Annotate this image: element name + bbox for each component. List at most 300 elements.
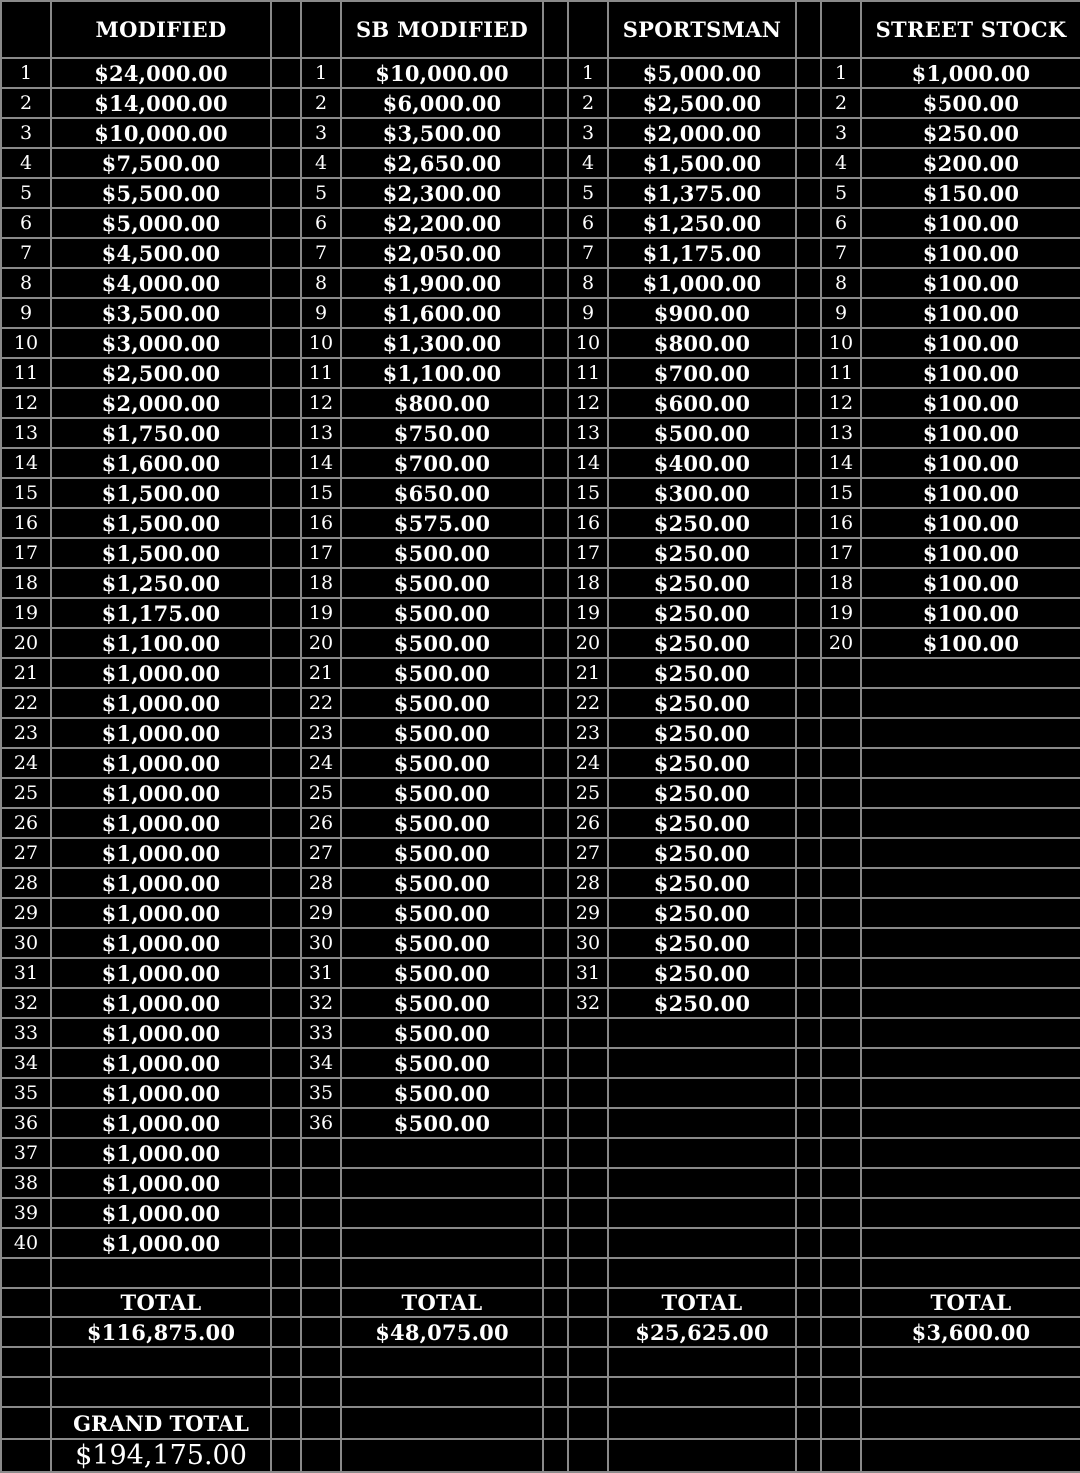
empty-cell: [796, 1288, 821, 1317]
sportsman-position: 4: [568, 148, 608, 178]
empty-cell: [861, 898, 1080, 928]
modified-payout: $5,500.00: [51, 178, 271, 208]
empty-cell: [1, 1347, 51, 1377]
sb-modified-position: 26: [301, 808, 341, 838]
modified-position: 4: [1, 148, 51, 178]
empty-cell: [861, 1048, 1080, 1078]
empty-cell: [861, 718, 1080, 748]
sb-modified-position: 36: [301, 1108, 341, 1138]
empty-cell: [861, 1198, 1080, 1228]
sportsman-payout: $5,000.00: [608, 58, 796, 88]
empty-cell: [568, 1138, 608, 1168]
empty-cell: [543, 1347, 568, 1377]
sportsman-position: 16: [568, 508, 608, 538]
sportsman-position: 7: [568, 238, 608, 268]
empty-cell: [861, 868, 1080, 898]
empty-cell: [568, 1048, 608, 1078]
sb-modified-position: 4: [301, 148, 341, 178]
empty-cell: [861, 1078, 1080, 1108]
column-spacer: [271, 418, 301, 448]
grand-total-label: GRAND TOTAL: [51, 1407, 271, 1439]
empty-cell: [796, 1407, 821, 1439]
empty-cell: [608, 1377, 796, 1407]
sb-modified-total-label: TOTAL: [341, 1288, 543, 1317]
sportsman-position: 1: [568, 58, 608, 88]
column-spacer: [271, 1198, 301, 1228]
sportsman-payout: $700.00: [608, 358, 796, 388]
sb-modified-payout: $1,300.00: [341, 328, 543, 358]
empty-cell: [568, 1108, 608, 1138]
empty-cell: [568, 1288, 608, 1317]
empty-cell: [796, 1347, 821, 1377]
modified-payout: $1,000.00: [51, 1228, 271, 1258]
column-spacer: [543, 658, 568, 688]
street-stock-position: 6: [821, 208, 861, 238]
table-row: [1, 478, 1080, 508]
column-spacer: [796, 688, 821, 718]
modified-payout: $1,250.00: [51, 568, 271, 598]
header-corner-cell: [301, 1, 341, 58]
column-spacer: [543, 1, 568, 58]
table-row: [1, 958, 1080, 988]
sportsman-payout: $800.00: [608, 328, 796, 358]
modified-payout: $1,000.00: [51, 1138, 271, 1168]
empty-cell: [1, 1407, 51, 1439]
sb-modified-payout: $500.00: [341, 808, 543, 838]
empty-cell: [543, 1407, 568, 1439]
column-spacer: [543, 478, 568, 508]
sb-modified-position: 12: [301, 388, 341, 418]
sb-modified-total: $48,075.00: [341, 1317, 543, 1347]
sb-modified-position: 21: [301, 658, 341, 688]
empty-cell: [821, 928, 861, 958]
empty-cell: [861, 658, 1080, 688]
modified-position: 7: [1, 238, 51, 268]
sb-modified-position: 9: [301, 298, 341, 328]
column-spacer: [543, 988, 568, 1018]
sb-modified-payout: $2,200.00: [341, 208, 543, 238]
empty-cell: [341, 1347, 543, 1377]
column-spacer: [543, 508, 568, 538]
sportsman-payout: $400.00: [608, 448, 796, 478]
modified-position: 5: [1, 178, 51, 208]
empty-cell: [608, 1018, 796, 1048]
sportsman-position: 20: [568, 628, 608, 658]
modified-position: 21: [1, 658, 51, 688]
sportsman-payout: $250.00: [608, 658, 796, 688]
street-stock-position: 12: [821, 388, 861, 418]
modified-payout: $1,000.00: [51, 1048, 271, 1078]
empty-cell: [861, 838, 1080, 868]
empty-cell: [1, 1258, 51, 1288]
table-row: [1, 448, 1080, 478]
modified-payout: $2,500.00: [51, 358, 271, 388]
modified-payout: $1,000.00: [51, 988, 271, 1018]
modified-payout: $24,000.00: [51, 58, 271, 88]
sb-modified-position: 25: [301, 778, 341, 808]
sb-modified-payout: $500.00: [341, 688, 543, 718]
column-spacer: [543, 358, 568, 388]
table-row: [1, 88, 1080, 118]
sportsman-payout: $600.00: [608, 388, 796, 418]
empty-cell: [301, 1407, 341, 1439]
column-spacer: [543, 718, 568, 748]
column-spacer: [796, 538, 821, 568]
sb-modified-position: 13: [301, 418, 341, 448]
column-spacer: [271, 628, 301, 658]
column-spacer: [271, 838, 301, 868]
empty-cell: [821, 688, 861, 718]
column-spacer: [271, 598, 301, 628]
street-stock-payout: $250.00: [861, 118, 1080, 148]
street-stock-payout: $100.00: [861, 448, 1080, 478]
modified-payout: $1,750.00: [51, 418, 271, 448]
street-stock-position: 11: [821, 358, 861, 388]
modified-position: 10: [1, 328, 51, 358]
column-spacer: [543, 148, 568, 178]
column-spacer: [543, 1078, 568, 1108]
modified-position: 22: [1, 688, 51, 718]
street-stock-position: 13: [821, 418, 861, 448]
modified-position: 15: [1, 478, 51, 508]
column-spacer: [271, 1078, 301, 1108]
empty-cell: [861, 1439, 1080, 1472]
column-spacer: [271, 898, 301, 928]
column-spacer: [543, 568, 568, 598]
table-row: [1, 1138, 1080, 1168]
sb-modified-payout: $500.00: [341, 658, 543, 688]
column-spacer: [796, 958, 821, 988]
column-spacer: [796, 1, 821, 58]
table-row: [1, 838, 1080, 868]
table-row: [1, 508, 1080, 538]
column-spacer: [796, 118, 821, 148]
column-spacer: [543, 838, 568, 868]
empty-cell: [301, 1258, 341, 1288]
empty-cell: [796, 1439, 821, 1472]
modified-payout: $4,000.00: [51, 268, 271, 298]
column-spacer: [796, 718, 821, 748]
street-stock-position: 14: [821, 448, 861, 478]
sportsman-payout: $250.00: [608, 538, 796, 568]
empty-cell: [341, 1377, 543, 1407]
modified-payout: $1,000.00: [51, 688, 271, 718]
sportsman-payout: $2,500.00: [608, 88, 796, 118]
column-spacer: [271, 478, 301, 508]
table-row: [1, 538, 1080, 568]
column-spacer: [543, 238, 568, 268]
column-spacer: [271, 118, 301, 148]
modified-payout: $2,000.00: [51, 388, 271, 418]
empty-cell: [341, 1168, 543, 1198]
column-spacer: [796, 268, 821, 298]
street-stock-position: 20: [821, 628, 861, 658]
header-corner-cell: [1, 1, 51, 58]
empty-cell: [301, 1288, 341, 1317]
modified-position: 20: [1, 628, 51, 658]
sb-modified-position: 30: [301, 928, 341, 958]
column-spacer: [796, 568, 821, 598]
modified-payout: $1,000.00: [51, 808, 271, 838]
table-row: [1, 58, 1080, 88]
modified-payout: $1,000.00: [51, 1168, 271, 1198]
street-stock-payout: $100.00: [861, 418, 1080, 448]
sb-modified-payout: $500.00: [341, 1078, 543, 1108]
empty-cell: [821, 748, 861, 778]
column-spacer: [271, 148, 301, 178]
empty-cell: [796, 1258, 821, 1288]
column-spacer: [796, 628, 821, 658]
modified-total: $116,875.00: [51, 1317, 271, 1347]
table-row: [1, 718, 1080, 748]
column-spacer: [796, 928, 821, 958]
empty-cell: [1, 1288, 51, 1317]
modified-payout: $1,000.00: [51, 928, 271, 958]
table-row: [1, 388, 1080, 418]
column-spacer: [271, 448, 301, 478]
sportsman-payout: $250.00: [608, 718, 796, 748]
column-spacer: [271, 748, 301, 778]
sb-modified-position: 6: [301, 208, 341, 238]
column-spacer: [271, 58, 301, 88]
modified-position: 14: [1, 448, 51, 478]
modified-position: 29: [1, 898, 51, 928]
sb-modified-payout: $500.00: [341, 898, 543, 928]
street-stock-payout: $500.00: [861, 88, 1080, 118]
column-spacer: [543, 58, 568, 88]
column-spacer: [271, 568, 301, 598]
empty-cell: [861, 1018, 1080, 1048]
empty-cell: [821, 1048, 861, 1078]
table-row: [1, 568, 1080, 598]
street-stock-position: 16: [821, 508, 861, 538]
empty-cell: [341, 1228, 543, 1258]
total-value-row: [1, 1317, 1080, 1347]
sportsman-payout: $250.00: [608, 988, 796, 1018]
sb-modified-position: 33: [301, 1018, 341, 1048]
sb-modified-payout: $500.00: [341, 538, 543, 568]
column-spacer: [271, 778, 301, 808]
empty-cell: [796, 1377, 821, 1407]
empty-cell: [271, 1288, 301, 1317]
grand-total-label-row: [1, 1407, 1080, 1439]
table-row: [1, 418, 1080, 448]
sportsman-position: 14: [568, 448, 608, 478]
table-row: [1, 238, 1080, 268]
sb-modified-payout: $6,000.00: [341, 88, 543, 118]
column-spacer: [271, 178, 301, 208]
table-row: [1, 988, 1080, 1018]
sb-modified-payout: $500.00: [341, 1108, 543, 1138]
sportsman-position: 24: [568, 748, 608, 778]
modified-payout: $1,000.00: [51, 1078, 271, 1108]
empty-cell: [568, 1168, 608, 1198]
modified-position: 30: [1, 928, 51, 958]
sportsman-position: 27: [568, 838, 608, 868]
sportsman-position: 29: [568, 898, 608, 928]
modified-position: 3: [1, 118, 51, 148]
column-spacer: [796, 418, 821, 448]
column-spacer: [543, 1018, 568, 1048]
modified-payout: $3,000.00: [51, 328, 271, 358]
sb-modified-payout: $1,100.00: [341, 358, 543, 388]
sportsman-position: 15: [568, 478, 608, 508]
empty-cell: [861, 748, 1080, 778]
sb-modified-position: 29: [301, 898, 341, 928]
street-stock-total: $3,600.00: [861, 1317, 1080, 1347]
street-stock-position: 19: [821, 598, 861, 628]
empty-cell: [608, 1108, 796, 1138]
empty-cell: [1, 1377, 51, 1407]
sportsman-position: 21: [568, 658, 608, 688]
modified-payout: $1,500.00: [51, 508, 271, 538]
sportsman-payout: $2,000.00: [608, 118, 796, 148]
empty-cell: [51, 1377, 271, 1407]
sportsman-total: $25,625.00: [608, 1317, 796, 1347]
column-spacer: [796, 598, 821, 628]
sportsman-payout: $1,500.00: [608, 148, 796, 178]
sb-modified-position: 20: [301, 628, 341, 658]
empty-cell: [271, 1377, 301, 1407]
empty-cell: [821, 1347, 861, 1377]
column-spacer: [796, 358, 821, 388]
sb-modified-payout: $500.00: [341, 988, 543, 1018]
empty-cell: [821, 868, 861, 898]
sb-modified-payout: $800.00: [341, 388, 543, 418]
sb-modified-payout: $500.00: [341, 958, 543, 988]
sportsman-payout: $1,000.00: [608, 268, 796, 298]
table-row: [1, 1078, 1080, 1108]
street-stock-position: 9: [821, 298, 861, 328]
empty-cell: [271, 1317, 301, 1347]
empty-cell: [861, 778, 1080, 808]
empty-cell: [821, 1377, 861, 1407]
modified-position: 37: [1, 1138, 51, 1168]
empty-cell: [608, 1258, 796, 1288]
column-spacer: [796, 808, 821, 838]
column-spacer: [796, 448, 821, 478]
table-row: [1, 1198, 1080, 1228]
column-spacer: [796, 868, 821, 898]
street-stock-payout: $100.00: [861, 538, 1080, 568]
sportsman-position: 5: [568, 178, 608, 208]
table-row: [1, 628, 1080, 658]
street-stock-payout: $100.00: [861, 208, 1080, 238]
sportsman-header: SPORTSMAN: [608, 1, 796, 58]
empty-cell: [608, 1138, 796, 1168]
street-stock-payout: $200.00: [861, 148, 1080, 178]
column-spacer: [271, 508, 301, 538]
table-row: [1, 178, 1080, 208]
table-row: [1, 898, 1080, 928]
sportsman-payout: $300.00: [608, 478, 796, 508]
modified-payout: $1,000.00: [51, 778, 271, 808]
sb-modified-header: SB MODIFIED: [341, 1, 543, 58]
street-stock-position: 18: [821, 568, 861, 598]
column-spacer: [796, 58, 821, 88]
table-row: [1, 358, 1080, 388]
modified-position: 1: [1, 58, 51, 88]
sb-modified-payout: $10,000.00: [341, 58, 543, 88]
empty-cell: [861, 1377, 1080, 1407]
modified-payout: $1,100.00: [51, 628, 271, 658]
sportsman-position: 9: [568, 298, 608, 328]
sb-modified-payout: $500.00: [341, 718, 543, 748]
sb-modified-position: 10: [301, 328, 341, 358]
modified-position: 27: [1, 838, 51, 868]
column-spacer: [543, 628, 568, 658]
empty-cell: [821, 1439, 861, 1472]
modified-position: 36: [1, 1108, 51, 1138]
sb-modified-payout: $500.00: [341, 928, 543, 958]
modified-total-label: TOTAL: [51, 1288, 271, 1317]
column-spacer: [543, 868, 568, 898]
sb-modified-position: 31: [301, 958, 341, 988]
modified-payout: $1,175.00: [51, 598, 271, 628]
empty-cell: [821, 1317, 861, 1347]
empty-cell: [608, 1347, 796, 1377]
sb-modified-position: 3: [301, 118, 341, 148]
empty-cell: [271, 1407, 301, 1439]
empty-cell: [821, 1258, 861, 1288]
street-stock-position: 3: [821, 118, 861, 148]
column-spacer: [796, 778, 821, 808]
modified-payout: $1,000.00: [51, 868, 271, 898]
modified-position: 17: [1, 538, 51, 568]
sportsman-position: 2: [568, 88, 608, 118]
column-spacer: [796, 178, 821, 208]
sb-modified-position: 28: [301, 868, 341, 898]
column-spacer: [543, 928, 568, 958]
street-stock-payout: $100.00: [861, 508, 1080, 538]
column-spacer: [271, 808, 301, 838]
modified-payout: $10,000.00: [51, 118, 271, 148]
table-row: [1, 598, 1080, 628]
empty-cell: [301, 1377, 341, 1407]
sb-modified-position: 15: [301, 478, 341, 508]
sb-modified-position: 34: [301, 1048, 341, 1078]
sb-modified-position: 18: [301, 568, 341, 598]
grand-total-value-row: [1, 1439, 1080, 1472]
column-spacer: [271, 718, 301, 748]
empty-cell: [861, 808, 1080, 838]
table-row: [1, 928, 1080, 958]
empty-cell: [51, 1347, 271, 1377]
column-spacer: [796, 388, 821, 418]
column-spacer: [796, 478, 821, 508]
empty-cell: [861, 928, 1080, 958]
sb-modified-payout: $3,500.00: [341, 118, 543, 148]
column-spacer: [796, 298, 821, 328]
column-spacer: [543, 1198, 568, 1228]
empty-cell: [301, 1168, 341, 1198]
modified-payout: $1,500.00: [51, 478, 271, 508]
table-row: [1, 148, 1080, 178]
empty-cell: [543, 1377, 568, 1407]
empty-cell: [543, 1439, 568, 1472]
sb-modified-payout: $1,900.00: [341, 268, 543, 298]
modified-payout: $1,000.00: [51, 898, 271, 928]
modified-header: MODIFIED: [51, 1, 271, 58]
sportsman-payout: $250.00: [608, 688, 796, 718]
empty-cell: [821, 658, 861, 688]
sportsman-total-label: TOTAL: [608, 1288, 796, 1317]
empty-cell: [51, 1258, 271, 1288]
sportsman-position: 19: [568, 598, 608, 628]
street-stock-position: 17: [821, 538, 861, 568]
column-spacer: [271, 1, 301, 58]
street-stock-payout: $150.00: [861, 178, 1080, 208]
